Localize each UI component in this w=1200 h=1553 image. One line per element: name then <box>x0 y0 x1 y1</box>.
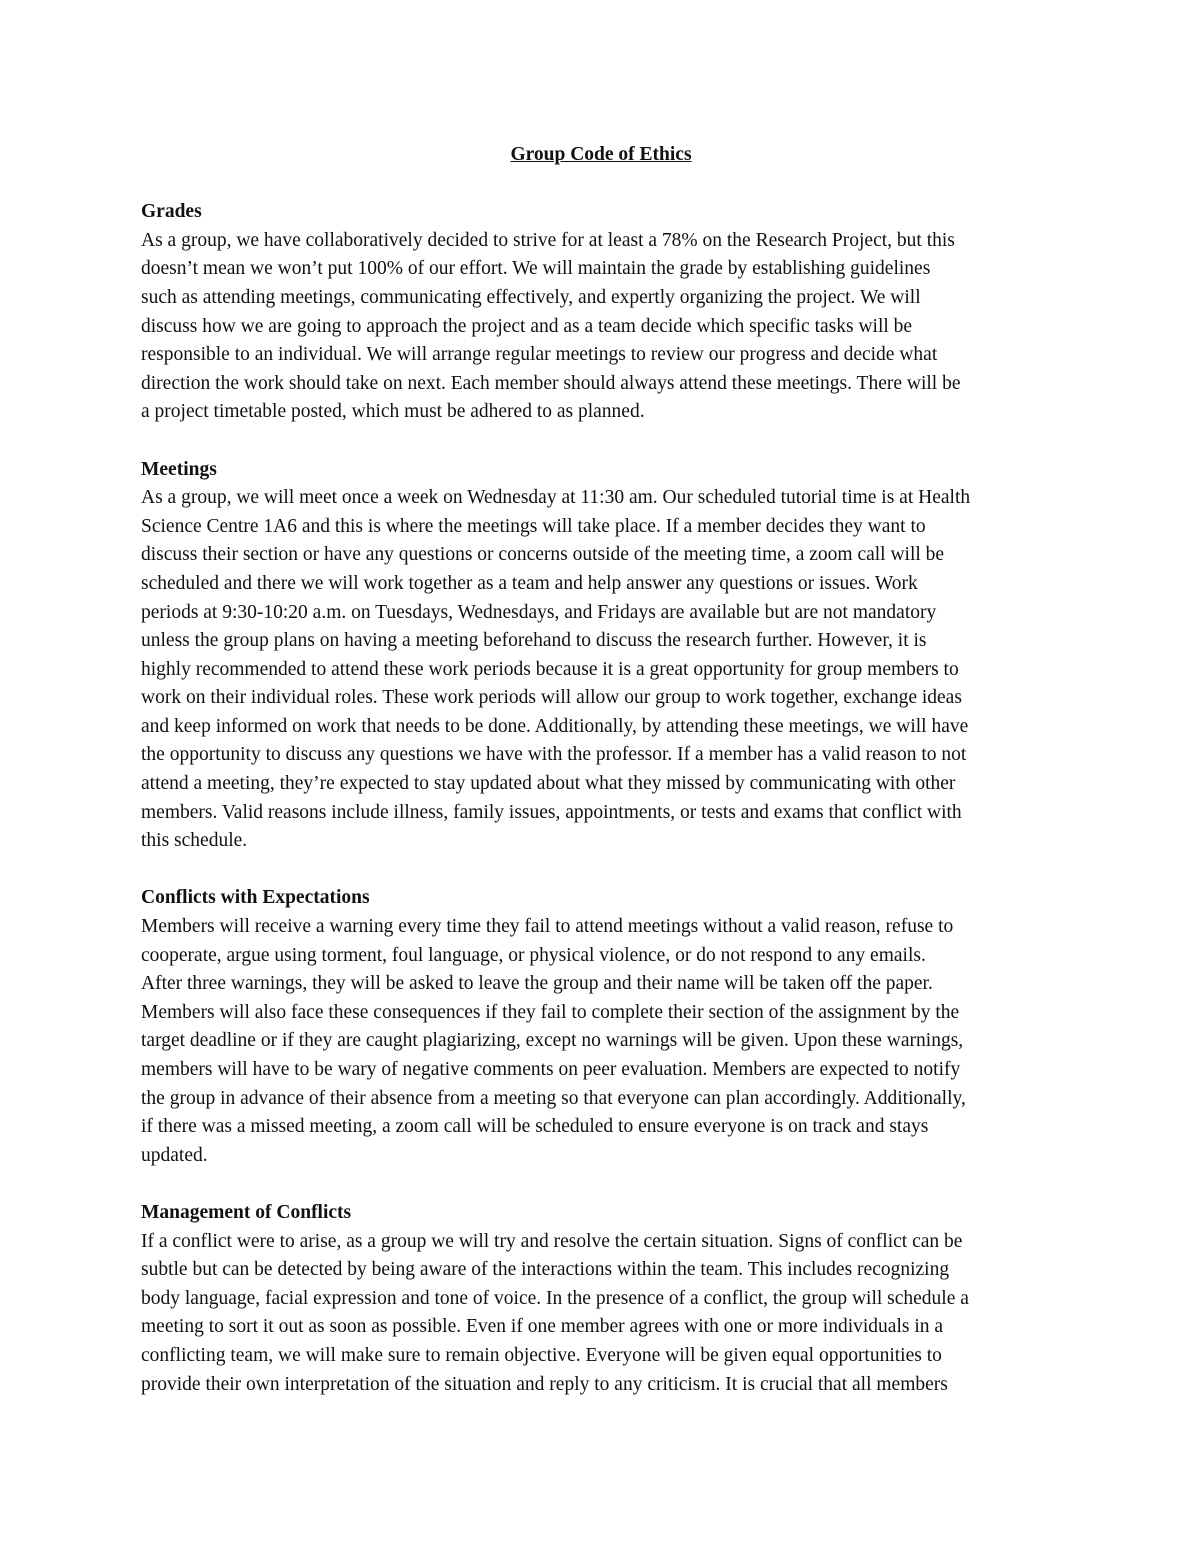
section-management-of-conflicts <box>141 1199 1061 1399</box>
body-text-line: and keep informed on work that needs to be done. Additionally, by attending these meetings, we will have <box>141 715 969 737</box>
document-content <box>141 141 1061 1428</box>
section-conflicts-with-expectations <box>141 884 1061 1170</box>
document-title: Group Code of Ethics <box>510 144 692 165</box>
body-text-line: provide their own interpretation of the situation and reply to any criticism. It is crucial that all members <box>141 1373 948 1395</box>
body-text-line: the group in advance of their absence from a meeting so that everyone can plan accordingly. Additionally, <box>141 1087 966 1109</box>
body-text-line: cooperate, argue using torment, foul language, or physical violence, or do not respond to any emails. <box>141 944 926 966</box>
body-text-line: scheduled and there we will work together as a team and help answer any questions or issues. Work <box>141 572 918 594</box>
body-text-line: Science Centre 1A6 and this is where the meetings will take place. If a member decides they want to <box>141 515 926 537</box>
body-text-line: meeting to sort it out as soon as possible. Even if one member agrees with one or more individuals in a <box>141 1316 944 1338</box>
section-grades <box>141 198 1061 427</box>
sections-container <box>141 198 1061 1399</box>
body-text-line: work on their individual roles. These work periods will allow our group to work together, exchange ideas <box>141 687 962 709</box>
body-text-line: If a conflict were to arise, as a group we will try and resolve the certain situation. Signs of conflict can be <box>141 1230 963 1252</box>
section-body <box>141 227 1061 427</box>
body-text-line: responsible to an individual. We will arrange regular meetings to review our progress and decide what <box>141 344 938 366</box>
body-text-line: subtle but can be detected by being aware of the interactions within the team. This includes recognizing <box>141 1259 950 1281</box>
section-heading: Management of Conflicts <box>141 1201 352 1223</box>
body-text-line: body language, facial expression and tone of voice. In the presence of a conflict, the group will schedule a <box>141 1287 969 1309</box>
body-text-line: periods at 9:30-10:20 a.m. on Tuesdays, Wednesdays, and Fridays are available but are not mandatory <box>141 601 937 623</box>
body-text-line: Members will receive a warning every time they fail to attend meetings without a valid reason, refuse to <box>141 916 954 938</box>
body-text-line: the opportunity to discuss any questions we have with the professor. If a member has a valid reason to not <box>141 744 967 766</box>
section-body <box>141 484 1061 856</box>
section-body <box>141 1228 1061 1400</box>
body-text-line: unless the group plans on having a meeting beforehand to discuss the research further. However, it is <box>141 630 927 652</box>
body-text-line: if there was a missed meeting, a zoom call will be scheduled to ensure everyone is on track and stays <box>141 1116 929 1138</box>
body-text-line: conflicting team, we will make sure to remain objective. Everyone will be given equal opportunities to <box>141 1344 942 1366</box>
section-heading: Grades <box>141 201 202 223</box>
body-text-line: As a group, we will meet once a week on Wednesday at 11:30 am. Our scheduled tutorial time is at Health <box>141 487 971 509</box>
body-text-line: members. Valid reasons include illness, family issues, appointments, or tests and exams that conflict with <box>141 801 962 823</box>
body-text-line: members will have to be wary of negative comments on peer evaluation. Members are expected to notify <box>141 1059 961 1080</box>
body-text-line: attend a meeting, they’re expected to stay updated about what they missed by communicating with other <box>141 773 956 795</box>
body-text-line: As a group, we have collaboratively decided to strive for at least a 78% on the Research Project, but this <box>141 229 955 251</box>
body-text-line: discuss their section or have any questions or concerns outside of the meeting time, a zoom call will be <box>141 544 945 566</box>
body-text-line: doesn’t mean we won’t put 100% of our effort. We will maintain the grade by establishing guidelines <box>141 258 931 280</box>
section-heading: Meetings <box>141 458 217 480</box>
section-heading: Conflicts with Expectations <box>141 887 370 909</box>
body-text-line: After three warnings, they will be asked to leave the group and their name will be taken off the paper. <box>141 973 933 995</box>
body-text-line: updated. <box>141 1144 208 1166</box>
body-text-line: Members will also face these consequences if they fail to complete their section of the assignment by the <box>141 1001 960 1023</box>
body-text-line: target deadline or if they are caught plagiarizing, except no warnings will be given. Upon these warnings, <box>141 1030 964 1052</box>
section-body <box>141 913 1061 1170</box>
body-text-line: discuss how we are going to approach the project and as a team decide which specific tasks will be <box>141 315 913 337</box>
body-text-line: direction the work should take on next. Each member should always attend these meetings. There will be <box>141 372 961 394</box>
section-meetings <box>141 456 1061 856</box>
body-text-line: a project timetable posted, which must be adhered to as planned. <box>141 401 645 423</box>
body-text-line: highly recommended to attend these work periods because it is a great opportunity for group members to <box>141 658 959 680</box>
body-text-line: this schedule. <box>141 830 248 852</box>
body-text-line: such as attending meetings, communicating effectively, and expertly organizing the project. We will <box>141 286 921 308</box>
